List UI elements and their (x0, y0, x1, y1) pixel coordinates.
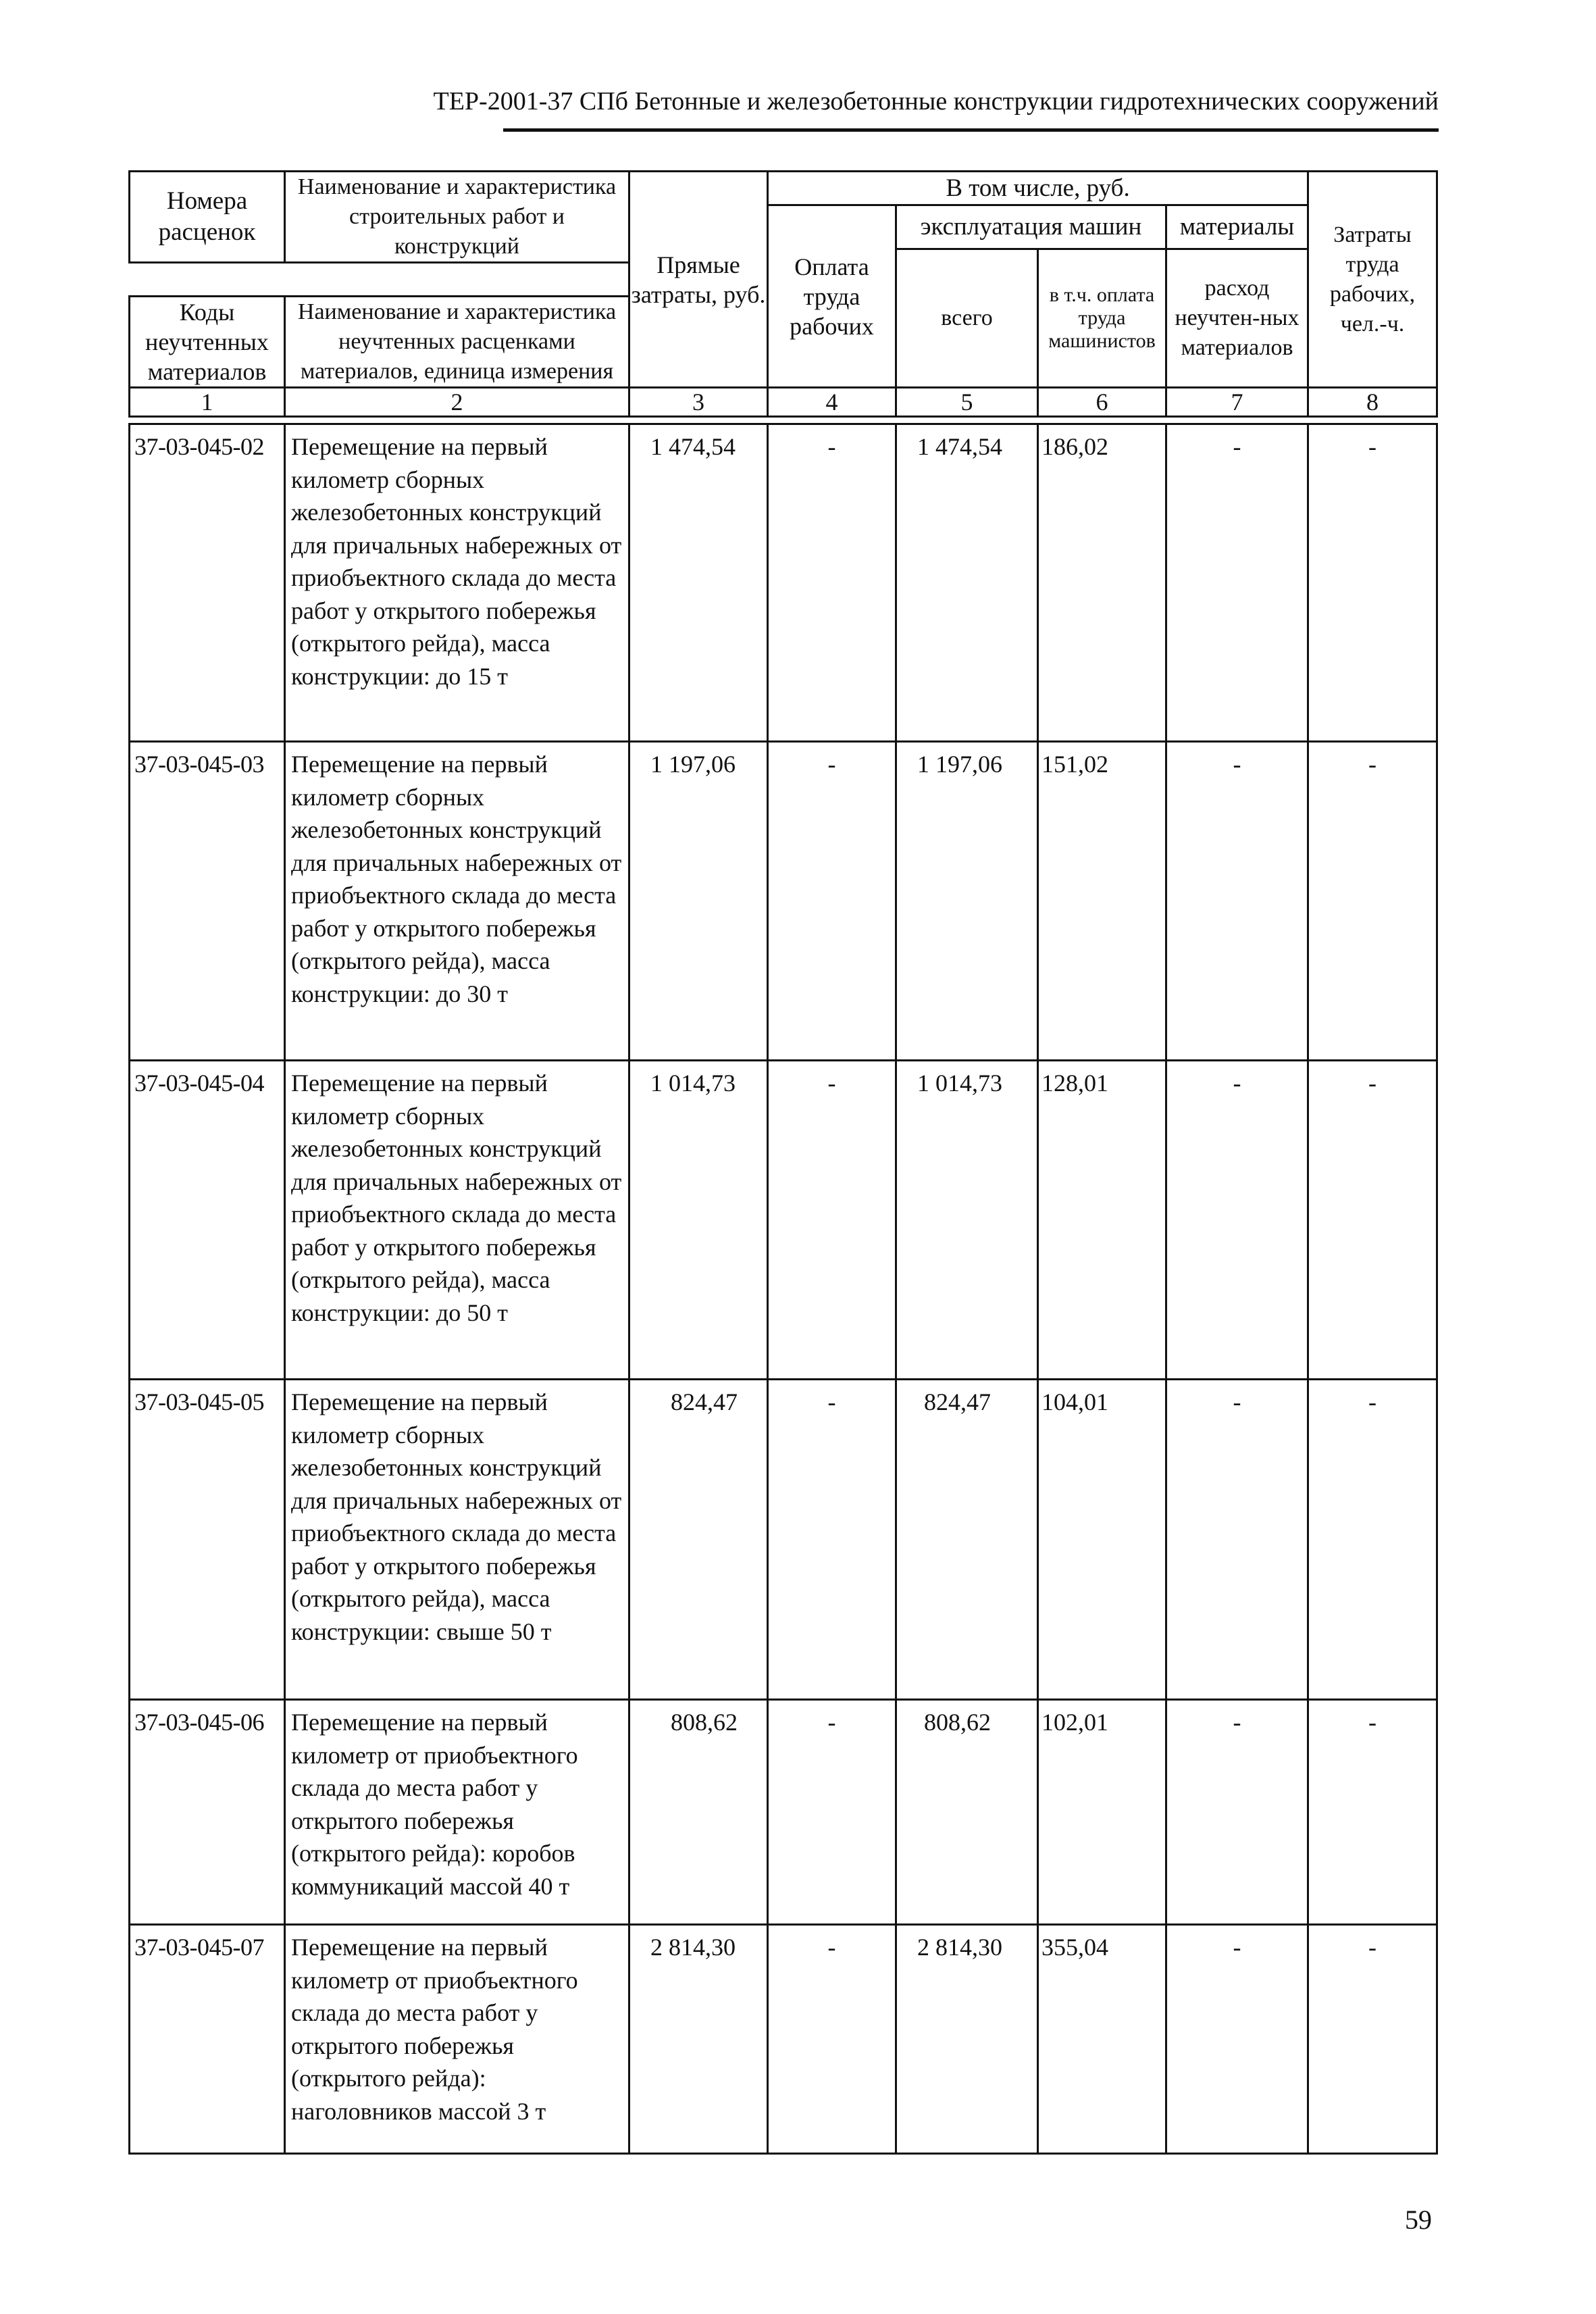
page-number: 59 (1405, 2205, 1432, 2235)
table-header (128, 170, 1438, 418)
header-col2-bottom: Наименование и характеристика неучтенных расценками материалов, единица измерения (285, 297, 629, 388)
rate-description: Перемещение на первый километр сборных железобетонных конструкций для причальных набережных от приобъектного склада до места работ у открытого побережья (открытого рейда), масса конструкции: свыше 50 т (285, 1380, 629, 1700)
header-materials: материалы (1166, 205, 1308, 249)
machine-costs-total: 1 474,54 (896, 424, 1038, 742)
direct-costs: 1 014,73 (629, 1061, 768, 1380)
machine-costs-total: 1 197,06 (896, 742, 1038, 1061)
labor-hours: - (1308, 424, 1437, 742)
header-col1-top: Номера расценок (130, 172, 285, 263)
header-col-number: 5 (896, 388, 1038, 417)
header-col6: в т.ч. оплата труда машинистов (1038, 249, 1166, 388)
labor-hours: - (1308, 1380, 1437, 1700)
header-col4: Оплата труда рабочих (768, 205, 896, 388)
table-row (130, 742, 1437, 1061)
unaccounted-materials: - (1166, 742, 1308, 1061)
worker-wages: - (768, 424, 896, 742)
header-col1-bottom: Коды неучтенных материалов (130, 297, 285, 388)
direct-costs: 1 474,54 (629, 424, 768, 742)
rate-description: Перемещение на первый километр от приобъектного склада до места работ у открытого побережья (открытого рейда): наголовников массой 3 т (285, 1925, 629, 2154)
header-machines: эксплуатация машин (896, 205, 1166, 249)
direct-costs: 808,62 (629, 1700, 768, 1925)
machinist-wages: 186,02 (1038, 424, 1166, 742)
rate-code: 37-03-045-04 (130, 1061, 285, 1380)
header-rule (503, 128, 1439, 132)
header-col2-top: Наименование и характеристика строительных работ и конструкций (285, 172, 629, 263)
machinist-wages: 355,04 (1038, 1925, 1166, 2154)
rate-description: Перемещение на первый километр сборных железобетонных конструкций для причальных набережных от приобъектного склада до места работ у открытого побережья (открытого рейда), масса конструкции: до 15 т (285, 424, 629, 742)
machine-costs-total: 2 814,30 (896, 1925, 1038, 2154)
table-row (130, 1380, 1437, 1700)
unaccounted-materials: - (1166, 1380, 1308, 1700)
header-col7: расход неучтен-ных материалов (1166, 249, 1308, 388)
direct-costs: 824,47 (629, 1380, 768, 1700)
header-col-number: 2 (285, 388, 629, 417)
rate-code: 37-03-045-06 (130, 1700, 285, 1925)
header-group: В том числе, руб. (768, 172, 1308, 205)
machine-costs-total: 1 014,73 (896, 1061, 1038, 1380)
table-row (130, 1925, 1437, 2154)
machinist-wages: 104,01 (1038, 1380, 1166, 1700)
header-col-number: 7 (1166, 388, 1308, 417)
labor-hours: - (1308, 742, 1437, 1061)
header-col-number: 8 (1308, 388, 1437, 417)
labor-hours: - (1308, 1700, 1437, 1925)
labor-hours: - (1308, 1061, 1437, 1380)
machine-costs-total: 824,47 (896, 1380, 1038, 1700)
rate-code: 37-03-045-02 (130, 424, 285, 742)
rates-table (128, 423, 1438, 2155)
rate-description: Перемещение на первый километр от приобъектного склада до места работ у открытого побережья (открытого рейда): коробов коммуникаций массой 40 т (285, 1700, 629, 1925)
rate-code: 37-03-045-05 (130, 1380, 285, 1700)
unaccounted-materials: - (1166, 1700, 1308, 1925)
worker-wages: - (768, 742, 896, 1061)
worker-wages: - (768, 1700, 896, 1925)
unaccounted-materials: - (1166, 1925, 1308, 2154)
header-col-number: 4 (768, 388, 896, 417)
unaccounted-materials: - (1166, 424, 1308, 742)
worker-wages: - (768, 1925, 896, 2154)
rate-description: Перемещение на первый километр сборных железобетонных конструкций для причальных набережных от приобъектного склада до места работ у открытого побережья (открытого рейда), масса конструкции: до 30 т (285, 742, 629, 1061)
table-row (130, 1700, 1437, 1925)
labor-hours: - (1308, 1925, 1437, 2154)
table-row (130, 1061, 1437, 1380)
header-col-number: 1 (130, 388, 285, 417)
machinist-wages: 102,01 (1038, 1700, 1166, 1925)
unaccounted-materials: - (1166, 1061, 1308, 1380)
header-col3: Прямые затраты, руб. (629, 172, 768, 388)
header-col-number: 3 (629, 388, 768, 417)
table-row (130, 424, 1437, 742)
rate-description: Перемещение на первый километр сборных железобетонных конструкций для причальных набережных от приобъектного склада до места работ у открытого побережья (открытого рейда), масса конструкции: до 50 т (285, 1061, 629, 1380)
header-col-number: 6 (1038, 388, 1166, 417)
worker-wages: - (768, 1061, 896, 1380)
page-header-title: ТЕР-2001-37 СПб Бетонные и железобетонные конструкции гидротехнических сооружений (433, 87, 1439, 116)
worker-wages: - (768, 1380, 896, 1700)
direct-costs: 2 814,30 (629, 1925, 768, 2154)
rate-code: 37-03-045-03 (130, 742, 285, 1061)
machine-costs-total: 808,62 (896, 1700, 1038, 1925)
rate-code: 37-03-045-07 (130, 1925, 285, 2154)
machinist-wages: 128,01 (1038, 1061, 1166, 1380)
machinist-wages: 151,02 (1038, 742, 1166, 1061)
direct-costs: 1 197,06 (629, 742, 768, 1061)
header-col5: всего (896, 249, 1038, 388)
header-col8: Затраты труда рабочих, чел.-ч. (1308, 172, 1437, 388)
